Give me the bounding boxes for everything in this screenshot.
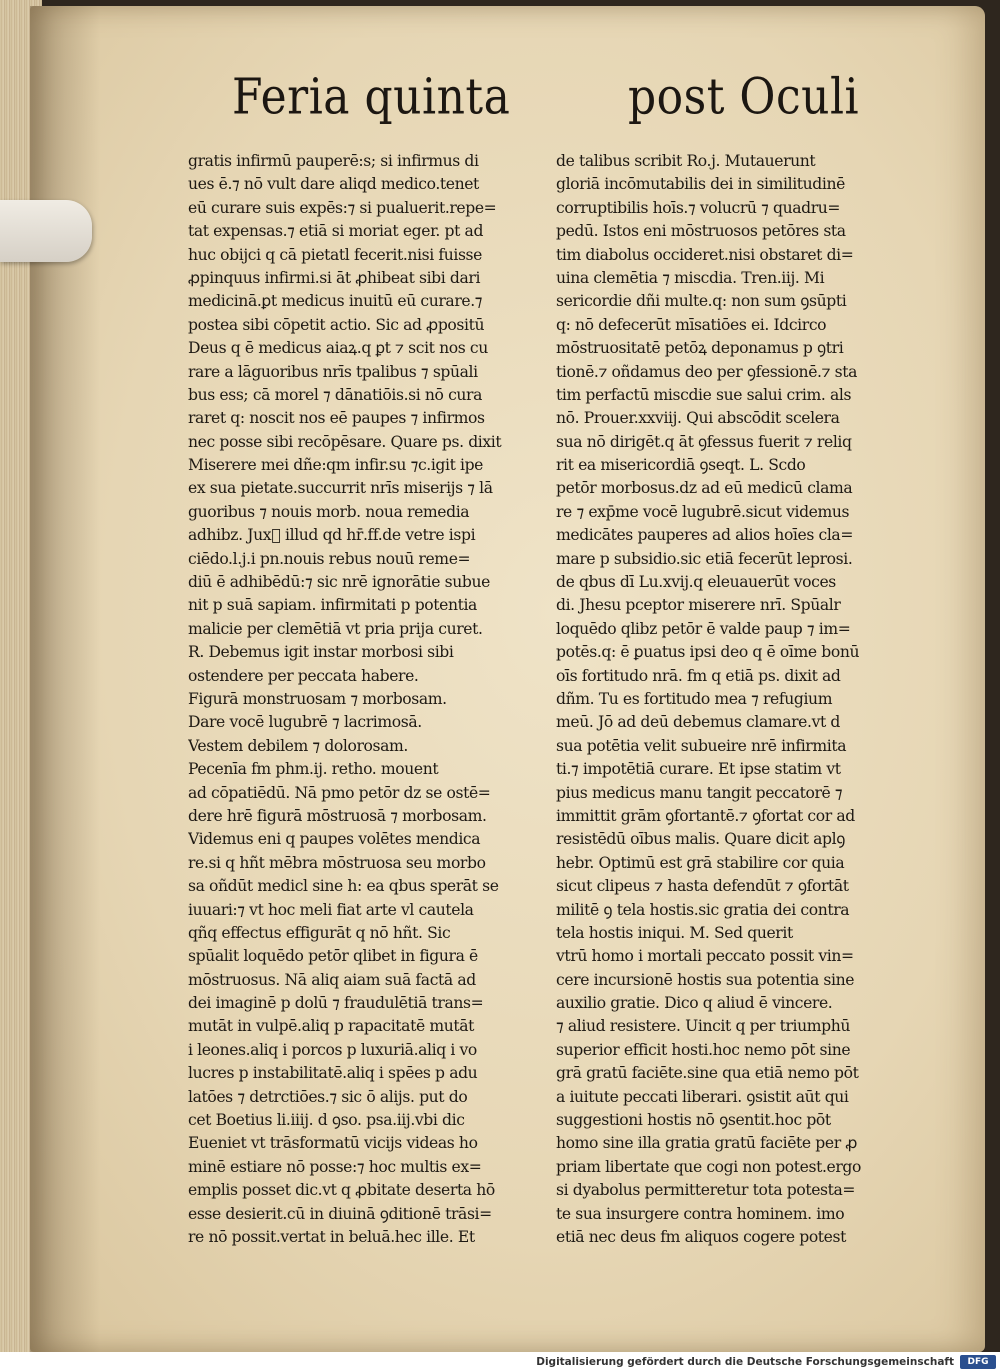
text-line: rit ea misericordiā ꝯseqt. L. Scdo <box>556 456 806 475</box>
text-line: ostendere per peccata habere. <box>188 666 419 685</box>
text-line: Pecenīa fm phm.ij. retho. mouent <box>188 760 439 779</box>
text-line: auxilio gratie. Dico q aliud ē vincere. <box>556 994 833 1013</box>
text-line: Figurā monstruosam ⁊ morbosam. <box>188 689 447 708</box>
text-line: sicut clipeus ⁊ hasta defendūt ⁊ ꝯfortāt <box>556 877 849 896</box>
text-line: sericordie dñi multe.q: non sum ꝯsūpti <box>556 292 847 311</box>
text-line: Eueniet vt trāsformatū vicijs videas ho <box>188 1134 478 1153</box>
text-line: medicinā.ꝑt medicus inuitū eū curare.⁊ <box>188 292 483 311</box>
text-line: malicie per clemētiā vt pria prija curet. <box>188 619 483 638</box>
text-line: guoribus ⁊ nouis morb. noua remedia <box>188 502 470 521</box>
text-line: nō. Prouer.xxviij. Qui abscōdit scelera <box>556 409 840 428</box>
text-line: oīs fortitudo nrā. fm q etiā ps. dixit ad <box>556 666 841 685</box>
text-line: ⁊ aliud resistere. Uincit q per triumphū <box>556 1017 851 1036</box>
text-line: Videmus eni q paupes volētes mendica <box>188 830 481 849</box>
text-line: ues ē.⁊ nō vult dare aliqd medico.tenet <box>188 175 479 194</box>
text-line: eū curare suis expēs:⁊ si pualuerit.repe= <box>188 198 497 217</box>
text-line: militē ꝯ tela hostis.sic gratia dei contra <box>556 900 850 919</box>
text-line: re ⁊ exp̄me vocē lugubrē.sicut videmus <box>556 502 850 521</box>
text-line: potēs.q: ē ꝑuatus ipsi deo q ē oīme bonū <box>556 643 860 662</box>
text-line: pedū. Istos eni mōstruosos petōres sta <box>556 222 846 241</box>
text-line: mōstruosus. Nā aliq aiam suā factā ad <box>188 970 476 989</box>
text-line: ti.⁊ impotētiā curare. Et ipse statim vt <box>556 760 841 779</box>
text-line: Miserere mei dñe:qm infir.su ⁊c.igit ipe <box>188 456 484 475</box>
text-column-left <box>188 150 528 1249</box>
text-line: tim diabolus occideret.nisi obstaret di= <box>556 245 854 264</box>
text-line: sua potētia velit subueire nrē infirmita <box>556 736 847 755</box>
text-line: medicātes pauperes ad alios hoīes cla= <box>556 526 853 545</box>
text-line: tionē.⁊ oñdamus deo per ꝯfessionē.⁊ sta <box>556 362 858 381</box>
text-line: di. Jhesu pceptor miserere nrī. Spūalr <box>556 596 841 615</box>
text-line: priam libertate que cogi non potest.ergo <box>556 1157 861 1176</box>
text-line: mōstruositatē petōꝝ deponamus p ꝯtri <box>556 339 844 358</box>
text-column-right <box>556 150 908 1249</box>
text-line: hebr. Optimū est grā stabilire cor quia <box>556 853 845 872</box>
text-line: immittit grām ꝯfortantē.⁊ ꝯfortat cor ad <box>556 806 855 825</box>
text-line: loquēdo qlibz petōr ē valde paup ⁊ im= <box>556 619 851 638</box>
text-line: huc obijci q cā pietatl fecerit.nisi fuisse <box>188 245 482 264</box>
text-line: resistēdū oībus malis. Quare dicit aplꝯ <box>556 830 845 849</box>
text-line: bus ess; cā morel ⁊ dānatiōis.si nō cura <box>188 385 482 404</box>
text-line: mutāt in vulpē.aliq p rapacitatē mutāt <box>188 1017 474 1036</box>
text-line: ad cōpatiēdū. Nā pmo petōr dz se ostē= <box>188 783 491 802</box>
text-line: uina clemētia ⁊ miscdia. Tren.iij. Mi <box>556 268 825 287</box>
running-head-left: Feria quinta <box>232 68 511 127</box>
text-line: re.si q hñt mēbra mōstruosa seu morbo <box>188 853 486 872</box>
text-line: ciēdo.l.j.i pn.nouis rebus nouū reme= <box>188 549 471 568</box>
text-line: qñq effectus effigurāt q nō hñt. Sic <box>188 923 451 942</box>
text-line: sua nō dirigēt.q āt ꝯfessus fuerit ⁊ reliq <box>556 432 852 451</box>
page-clip-tab <box>0 200 92 262</box>
text-line: postea sibi cōpetit actio. Sic ad ꝓpositū <box>188 315 485 334</box>
text-line: homo sine illa gratia gratū faciēte per ꝓ <box>556 1134 858 1153</box>
text-line: minē estiare nō posse:⁊ hoc multis ex= <box>188 1157 482 1176</box>
text-line: emplis posset dic.vt q ꝓbitate deserta hō <box>188 1181 495 1200</box>
text-line: cet Boetius li.iiij. d ꝯso. psa.iij.vbi dic <box>188 1111 465 1130</box>
text-line: adhibz. Juxᷓ illud qd hr̄.ff.de vetre ispi <box>188 526 476 545</box>
text-line: a iuitute peccati liberari. ꝯsistit aūt qui <box>556 1087 849 1106</box>
running-head-right: post Oculi <box>628 68 860 127</box>
text-line: Dare vocē lugubrē ⁊ lacrimosā. <box>188 713 422 732</box>
text-line: gratis infirmū pauperē:s; si infirmus di <box>188 152 479 170</box>
text-line: meū. Jō ad deū debemus clamare.vt d <box>556 713 840 732</box>
text-line: tat expensas.⁊ etiā si moriat eger. pt ad <box>188 222 484 241</box>
dfg-logo: DFG <box>960 1355 996 1369</box>
text-line: i leones.aliq i porcos p luxuriā.aliq i vo <box>188 1040 477 1059</box>
text-line: si dyabolus permitteretur tota potesta= <box>556 1181 856 1200</box>
text-line: grā gratū faciēte.sine qua etiā nemo pōt <box>556 1064 859 1083</box>
text-line: ꝓpinquus infirmi.si āt ꝓhibeat sibi dari <box>188 268 481 287</box>
text-line: superior efficit hosti.hoc nemo pōt sine <box>556 1040 851 1059</box>
text-line: dere hrē figurā mōstruosā ⁊ morbosam. <box>188 806 487 825</box>
text-line: q: nō defecerūt mīsatiōes ei. Idcirco <box>556 315 827 334</box>
text-line: spūalit loquēdo petōr qlibet in figura ē <box>188 947 478 966</box>
text-line: raret q: noscit nos eē paupes ⁊ infirmos <box>188 409 485 428</box>
text-line: nec posse sibi recōpēsare. Quare ps. dixit <box>188 432 502 451</box>
text-line: dñm. Tu es fortitudo mea ⁊ refugium <box>556 689 833 708</box>
text-line: de talibus scribit Ro.j. Mutauerunt <box>556 152 816 170</box>
text-line: te sua insurgere contra hominem. imo <box>556 1204 845 1223</box>
text-line: de qbus dī Lu.xvij.q eleuauerūt voces <box>556 573 836 592</box>
text-line: re nō possit.vertat in beluā.hec ille. Et <box>188 1227 475 1246</box>
text-line: rare a lāguoribus nrīs tpalibus ⁊ spūali <box>188 362 478 381</box>
text-line: latōes ⁊ detrctiōes.⁊ sic ō alijs. put do <box>188 1087 468 1106</box>
text-line: R. Debemus igit instar morbosi sibi <box>188 643 454 662</box>
text-line: diū ē adhibēdū:⁊ sic nrē ignorātie subue <box>188 573 490 592</box>
text-line: dei imaginē p dolū ⁊ fraudulētiā trans= <box>188 994 484 1013</box>
text-line: suggestioni hostis nō ꝯsentit.hoc pōt <box>556 1111 831 1130</box>
text-line: tim perfactū miscdie sue salui crim. als <box>556 385 852 404</box>
text-line: petōr morbosus.dz ad eū medicū clama <box>556 479 853 498</box>
text-line: vtrū homo i mortali peccato possit vin= <box>556 947 854 966</box>
text-line: ex sua pietate.succurrit nrīs miserijs ⁊ lā <box>188 479 493 498</box>
text-line: pius medicus manu tangit peccatorē ⁊ <box>556 783 843 802</box>
text-line: Deus q ē medicus aiaꝝ.q ꝑt ⁊ scit nos cu <box>188 339 488 358</box>
text-line: mare p subsidio.sic etiā fecerūt leprosi. <box>556 549 853 568</box>
text-line: lucres p instabilitatē.aliq i spēes p adu <box>188 1064 478 1083</box>
text-line: esse desierit.cū in diuinā ꝯditionē trāsi= <box>188 1204 492 1223</box>
text-line: Vestem debilem ⁊ dolorosam. <box>188 736 408 755</box>
text-line: etiā nec deus fm aliquos cogere potest <box>556 1227 846 1246</box>
text-line: gloriā incōmutabilis dei in similitudinē <box>556 175 845 194</box>
text-line: sa oñdūt medicl sine h: ea qbus sperāt se <box>188 877 499 896</box>
text-line: iuuari:⁊ vt hoc meli fiat arte vl cautela <box>188 900 474 919</box>
footer-bar <box>0 1352 1000 1372</box>
text-line: corruptibilis hoīs.⁊ volucrū ⁊ quadru= <box>556 198 841 217</box>
footer-credit: Digitalisierung gefördert durch die Deutsche Forschungsgemeinschaft <box>536 1356 954 1368</box>
text-line: tela hostis iniqui. M. Sed querit <box>556 923 793 942</box>
text-line: cere incursionē hostis sua potentia sine <box>556 970 855 989</box>
text-line: nit p suā sapiam. infirmitati p potentia <box>188 596 477 615</box>
